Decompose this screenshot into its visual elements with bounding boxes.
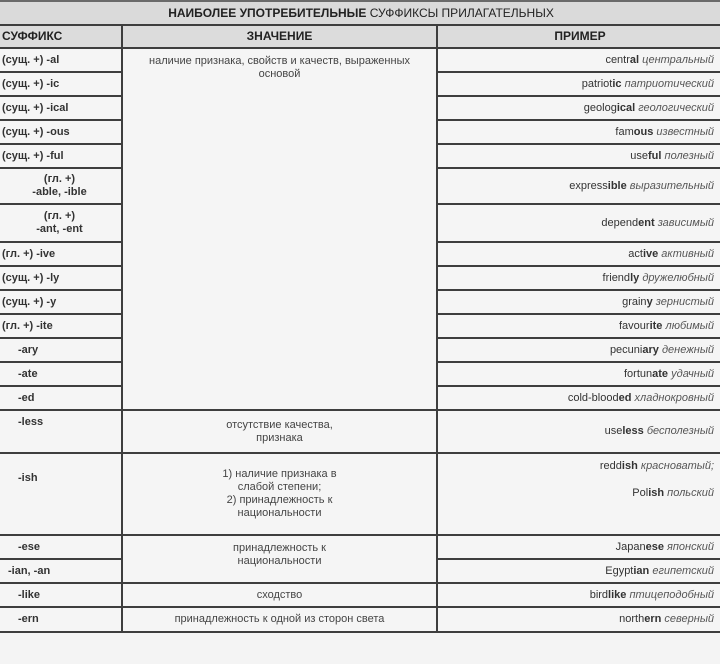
- example-translation: любимый: [665, 319, 715, 332]
- example-stem: bird: [589, 588, 609, 601]
- example-suffix: ese: [645, 540, 664, 553]
- meaning-line: национальности: [237, 507, 322, 519]
- header-meaning: ЗНАЧЕНИЕ: [122, 25, 437, 48]
- meaning-cell-similarity: сходство: [122, 583, 437, 607]
- example-translation: патриотический: [624, 77, 715, 90]
- meaning-cell-ish: [122, 453, 437, 535]
- example-cell: [437, 242, 720, 266]
- example-stem: cold-blood: [567, 391, 619, 404]
- example-cell: [437, 453, 720, 535]
- example-translation: японский: [667, 540, 715, 553]
- example-cell: [437, 120, 720, 144]
- example-suffix: ate: [652, 367, 669, 380]
- example-translation: выразительный: [629, 179, 715, 192]
- example-cell: [437, 386, 720, 410]
- meaning-line: 2) принадлежность к: [226, 494, 333, 506]
- example-translation: центральный: [642, 53, 715, 66]
- example-suffix: al: [629, 53, 640, 66]
- example-cell: [437, 266, 720, 290]
- meaning-cell-absence: [122, 410, 437, 453]
- suffix-cell: (сущ. +) -ful: [0, 144, 122, 168]
- example-translation: геологический: [638, 101, 715, 114]
- example-cell: [437, 314, 720, 338]
- table-row: [0, 453, 720, 535]
- table-row: [0, 48, 720, 72]
- example-cell: [437, 607, 720, 632]
- table-row: [0, 535, 720, 559]
- example-cell: [437, 96, 720, 120]
- header-example: ПРИМЕР: [437, 25, 720, 48]
- suffix-cell: -ish: [0, 453, 122, 535]
- example-suffix: y: [646, 295, 653, 308]
- example-cell: [437, 290, 720, 314]
- example-stem: pecuni: [609, 343, 643, 356]
- example-cell: [437, 48, 720, 72]
- example-stem: friend: [602, 271, 631, 284]
- title-strong: НАИБОЛЕЕ УПОТРЕБИТЕЛЬНЫЕ: [168, 5, 367, 20]
- example-stem: patriot: [581, 77, 613, 90]
- example-stem: north: [619, 613, 645, 625]
- example-cell: [437, 168, 720, 204]
- example-suffix: ful: [648, 149, 662, 162]
- example-stem: Japan: [615, 540, 646, 553]
- example-translation: дружелюбный: [642, 271, 715, 284]
- example-cell: [437, 338, 720, 362]
- meaning-line: отсутствие качества,: [226, 418, 333, 431]
- suffix-cell: (гл. +) -ive: [0, 242, 122, 266]
- example-stem: redd: [599, 460, 622, 472]
- suffix-cell: (сущ. +) -ical: [0, 96, 122, 120]
- suffix-line: -able, -ible: [32, 186, 87, 198]
- example-translation: известный: [656, 125, 715, 138]
- header-row: [0, 25, 720, 48]
- example-translation: польский: [667, 487, 715, 499]
- meaning-line: 1) наличие признака в: [222, 468, 337, 480]
- example-suffix: ish: [648, 487, 665, 499]
- example-suffix: ed: [618, 391, 632, 404]
- example-suffix: ary: [642, 343, 659, 356]
- example-cell: [437, 535, 720, 559]
- example-translation: зависимый: [657, 216, 715, 229]
- example-stem: use: [630, 149, 648, 162]
- example-suffix: ly: [630, 271, 640, 284]
- example-line: [442, 460, 714, 473]
- example-stem: act: [628, 247, 643, 260]
- example-stem: grain: [622, 295, 647, 308]
- meaning-line: признака: [256, 431, 303, 444]
- example-stem: Pol: [632, 487, 649, 499]
- suffix-line: (гл. +): [43, 173, 76, 185]
- suffix-cell: [0, 168, 122, 204]
- table-row: [0, 607, 720, 632]
- suffix-cell: (сущ. +) -al: [0, 48, 122, 72]
- example-cell: [437, 204, 720, 242]
- example-suffix: ive: [642, 247, 659, 260]
- example-translation: северный: [664, 613, 715, 625]
- example-suffix: ible: [607, 179, 627, 192]
- example-translation: активный: [661, 247, 715, 260]
- example-translation: хладнокровный: [634, 391, 715, 404]
- title-row: [0, 2, 720, 25]
- header-suffix: СУФФИКС: [0, 25, 122, 48]
- example-stem: express: [569, 179, 608, 192]
- suffix-cell: -like: [0, 583, 122, 607]
- example-translation: египетский: [652, 564, 715, 577]
- example-stem: geolog: [583, 101, 617, 114]
- suffix-cell: -ate: [0, 362, 122, 386]
- example-stem: use: [604, 425, 623, 437]
- suffix-cell: -less: [0, 410, 122, 453]
- example-cell: [437, 559, 720, 583]
- suffix-cell: [0, 204, 122, 242]
- example-translation: денежный: [661, 343, 715, 356]
- suffix-cell: (сущ. +) -y: [0, 290, 122, 314]
- suffix-cell: (гл. +) -ite: [0, 314, 122, 338]
- example-suffix: ic: [612, 77, 622, 90]
- example-translation: красноватый;: [640, 460, 715, 472]
- suffix-cell: (сущ. +) -ous: [0, 120, 122, 144]
- example-suffix: ite: [649, 319, 663, 332]
- example-suffix: ian: [633, 564, 650, 577]
- suffix-cell: (сущ. +) -ic: [0, 72, 122, 96]
- suffix-cell: -ed: [0, 386, 122, 410]
- table-row: [0, 583, 720, 607]
- example-suffix: less: [622, 425, 644, 437]
- example-translation: птицеподобный: [629, 588, 715, 601]
- example-cell: [437, 410, 720, 453]
- example-suffix: like: [608, 588, 627, 601]
- example-stem: Egypt: [605, 564, 634, 577]
- example-suffix: ent: [638, 216, 655, 229]
- example-stem: favour: [619, 319, 650, 332]
- example-cell: [437, 72, 720, 96]
- example-suffix: ous: [633, 125, 654, 138]
- table-row: [0, 410, 720, 453]
- example-cell: [437, 583, 720, 607]
- example-suffix: ical: [616, 101, 636, 114]
- suffix-line: -ant, -ent: [36, 223, 83, 235]
- example-suffix: ern: [644, 613, 662, 625]
- example-translation: удачный: [671, 367, 715, 380]
- meaning-line: слабой степени;: [237, 481, 322, 493]
- example-cell: [437, 144, 720, 168]
- example-stem: depend: [601, 216, 639, 229]
- suffix-cell: -ern: [0, 607, 122, 632]
- suffix-cell: -ary: [0, 338, 122, 362]
- suffix-cell: -ian, -an: [0, 559, 122, 583]
- meaning-cell-cardinal: принадлежность к одной из сторон света: [122, 607, 437, 632]
- example-stem: fortun: [624, 367, 653, 380]
- example-stem: fam: [615, 125, 634, 138]
- example-stem: centr: [605, 53, 630, 66]
- example-translation: бесполезный: [646, 425, 715, 437]
- example-suffix: ish: [621, 460, 638, 472]
- table-title: [0, 2, 720, 25]
- example-cell: [437, 362, 720, 386]
- example-translation: полезный: [664, 149, 715, 162]
- example-line: [442, 487, 714, 500]
- suffix-cell: -ese: [0, 535, 122, 559]
- adjective-suffix-table: [0, 2, 720, 633]
- suffix-line: (гл. +): [43, 210, 76, 222]
- meaning-line: принадлежность к: [233, 542, 326, 554]
- meaning-cell-quality: наличие признака, свойств и качеств, выраженных основой: [122, 48, 437, 410]
- meaning-line: национальности: [237, 555, 322, 567]
- suffix-cell: (сущ. +) -ly: [0, 266, 122, 290]
- example-translation: зернистый: [655, 295, 715, 308]
- title-normal: СУФФИКСЫ ПРИЛАГАТЕЛЬНЫХ: [369, 5, 554, 20]
- meaning-cell-nationality: [122, 535, 437, 583]
